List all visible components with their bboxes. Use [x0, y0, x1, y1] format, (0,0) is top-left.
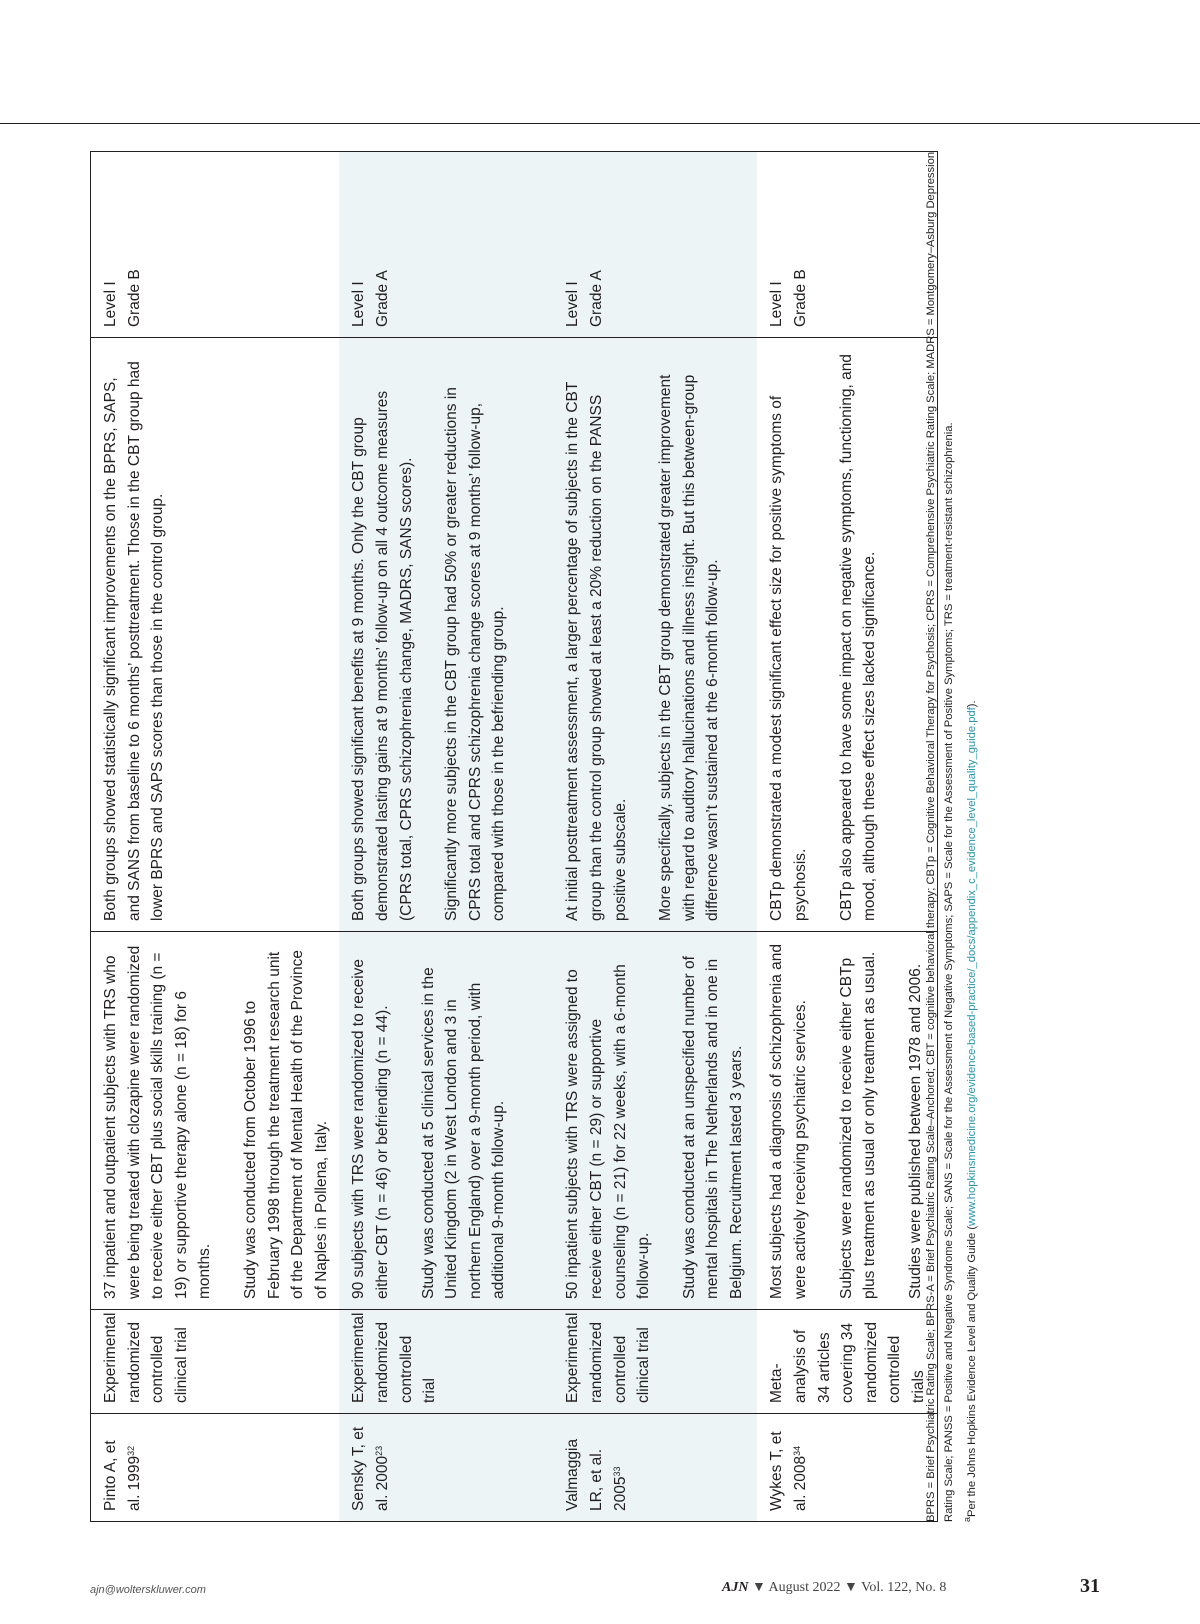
results-cell [339, 338, 553, 932]
triangle-separator-icon: ▼ [844, 1580, 858, 1595]
results-paragraph: At initial posttreatment assessment, a larger percentage of subjects in the CBT group than the control group showed at least a 20% reduction on the PANSS positive subscale. [564, 381, 629, 921]
table-row [553, 152, 757, 1522]
results-paragraph: Both groups showed significant benefits at 9 months. Only the CBT group demonstrated lasting gains at 9 months’ follow-up on all 4 outcome measures (CPRS total, CPRS schizophrenia change, MADRS, SANS scores). [350, 390, 415, 921]
reference-number: 32 [125, 1445, 136, 1456]
reference-number: 33 [611, 1466, 622, 1477]
design-cell: Meta-analysis of 34 articles covering 34 randomized controlled trials [757, 1310, 937, 1414]
volume-issue: Vol. 122, No. 8 [861, 1580, 947, 1595]
evidence-level: Level I [102, 281, 119, 327]
journal-name: AJN [722, 1580, 749, 1595]
study-citation: Valmaggia LR, et al. 2005 [564, 1438, 629, 1511]
evidence-grade: Grade B [125, 269, 143, 327]
results-paragraph: Significantly more subjects in the CBT group had 50% or greater reductions in CPRS total and CPRS schizophrenia change scores at 9 months’ follow-up, compared with those in the befriending group. [443, 387, 508, 921]
evidence-level-note [964, 122, 982, 1522]
evidence-level-cell [553, 152, 757, 338]
triangle-separator-icon: ▼ [751, 1580, 766, 1595]
sample-paragraph: 50 inpatient subjects with TRS were assigned to receive either CBT (n = 29) or supportive counseling (n = 21) for 22 weeks, with a 6-month follow-up. [564, 964, 653, 1299]
sample-paragraph: 90 subjects with TRS were randomized to receive either CBT (n = 46) or befriending (n = 44). [350, 958, 391, 1299]
table-footnotes [923, 122, 982, 1522]
sample-paragraph: Most subjects had a diagnosis of schizophrenia and were actively receiving psychiatric services. [768, 944, 809, 1299]
sample-paragraph: Study was conducted from October 1996 to February 1998 through the treatment research unit of the Department of Mental Health of the Province of Naples in Pollena, Italy. [241, 950, 330, 1299]
evidence-level-cell [757, 152, 937, 338]
sample-setting-cell [339, 932, 553, 1310]
study-cell [339, 1414, 553, 1522]
study-cell [91, 1414, 340, 1522]
sample-paragraph: Study was conducted at 5 clinical services in the United Kingdom (2 in West London and 3 in northern England) over a 9-month period, with additional 9-month follow-up. [419, 967, 508, 1299]
issue-date: August 2022 [768, 1580, 841, 1595]
evidence-level-cell [339, 152, 553, 338]
study-citation: Sensky T, et al. 2000 [350, 1426, 391, 1511]
evidence-level: Level I [768, 281, 786, 327]
table-row [339, 152, 553, 1522]
study-cell [553, 1414, 757, 1522]
design-cell: Experimental randomized controlled trial [339, 1310, 553, 1414]
evidence-level: Level I [350, 281, 368, 327]
results-paragraph: Both groups showed statistically significant improvements on the BPRS, SAPS, and SANS from baseline to 6 months’ posttreatment. Those in the CBT group had lower BPRS and SAPS scores than those in the control group. [102, 361, 167, 921]
footer-journal-info [722, 1580, 946, 1600]
note-suffix: ). [966, 700, 978, 708]
reference-number: 34 [791, 1445, 802, 1456]
sample-paragraph: Studies were published between 1978 and 2006. [906, 963, 924, 1299]
footnote-marker: a [962, 1516, 972, 1522]
study-cell [757, 1414, 937, 1522]
design-cell: Experimental randomized controlled clinical trial [553, 1310, 757, 1414]
sample-setting-cell [553, 932, 757, 1310]
results-paragraph: More specifically, subjects in the CBT group demonstrated greater improvement with regard to auditory hallucinations and illness insight. But this between-group difference wasn’t sustained at the 6-month follow-up. [657, 374, 722, 921]
evidence-table [90, 151, 938, 1522]
footer-email[interactable]: ajn@wolterskluwer.com [90, 1584, 206, 1596]
table-row [91, 152, 340, 1522]
abbreviations-note: BPRS = Brief Psychiatric Rating Scale; BPRS-A = Brief Psychiatric Rating Scale–Anchored; CBT = cognitive behavioral therapy; CBTp = Cognitive Behavioral Therapy for Psychosis; CPRS = Comprehensive Psychiatric Rating Scale; MADRS = Montgomery–Asburg Depression Rating Scale; PANSS = Positive and Negative Syndrome Scale; SANS = Scale for the Assessment of Negative Symptoms; SAPS = Scale for the Assessment of Positive Symptoms; TRS = treatment-resistant schizophrenia. [925, 151, 955, 1522]
evidence-level-cell [91, 152, 340, 338]
hopkins-guide-link[interactable]: www.hopkinsmedicine.org/evidence-based-practice/_docs/appendix_c_evidence_level_quality_guide.pdf [966, 707, 978, 1226]
results-cell [757, 338, 937, 932]
sample-setting-cell [757, 932, 937, 1310]
study-citation: Wykes T, et al. 2008 [768, 1431, 809, 1511]
page-number: 31 [1080, 1575, 1100, 1597]
design-cell: Experimental randomized controlled clinical trial [91, 1310, 340, 1414]
note-prefix: Per the Johns Hopkins Evidence Level and Quality Guide ( [966, 1225, 978, 1517]
evidence-grade: Grade B [791, 269, 809, 327]
rotated-table-page [90, 116, 990, 1522]
results-cell [91, 338, 340, 932]
study-citation: Pinto A, et al. 1999 [102, 1440, 143, 1511]
results-paragraph: CBTp demonstrated a modest significant effect size for positive symptoms of psychosis. [768, 395, 809, 921]
reference-number: 23 [373, 1445, 384, 1456]
sample-setting-cell [91, 932, 340, 1310]
evidence-grade: Grade A [373, 270, 391, 327]
results-cell [553, 338, 757, 932]
sample-paragraph: 37 inpatient and outpatient subjects with TRS who were being treated with clozapine were randomized to receive either CBT plus social skills training (n = 19) or supportive therapy alone (n = 18) for 6 months. [102, 945, 214, 1299]
table-row [757, 152, 937, 1522]
sample-paragraph: Subjects were randomized to receive either CBTp plus treatment as usual or only treatment as usual. [837, 951, 879, 1299]
evidence-grade: Grade A [587, 270, 605, 327]
evidence-level: Level I [564, 281, 582, 327]
sample-paragraph: Study was conducted at an unspecified number of mental hospitals in The Netherlands and in one in Belgium. Recruitment lasted 3 years. [680, 956, 745, 1299]
results-paragraph: CBTp also appeared to have some impact on negative symptoms, functioning, and mood, although these effect sizes lacked significance. [837, 354, 879, 921]
